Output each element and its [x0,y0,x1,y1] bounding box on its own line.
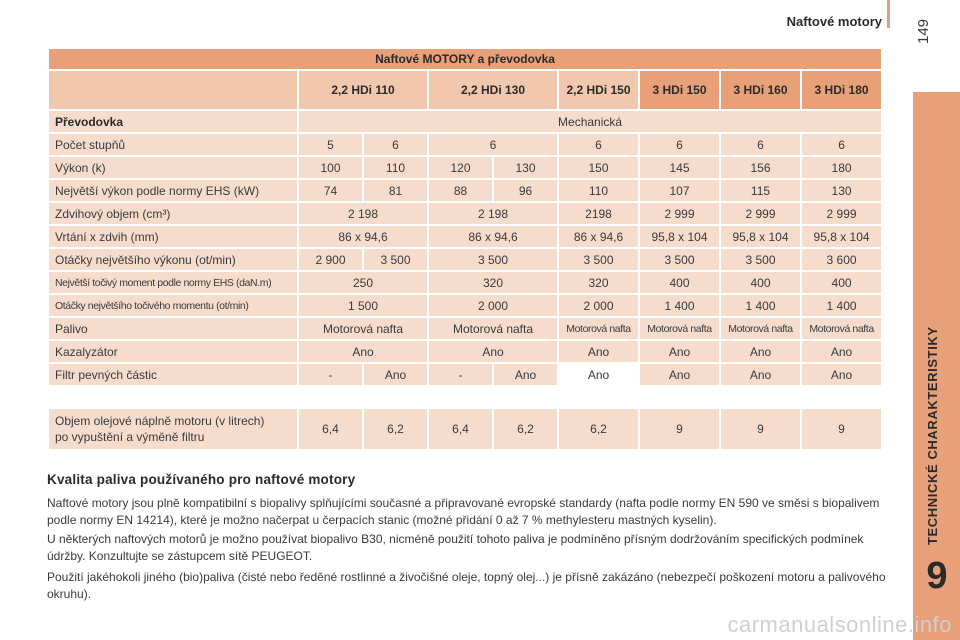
row-label: Počet stupňů [49,134,297,155]
table-cell: 86 x 94,6 [559,226,638,247]
table-cell: 2 198 [429,203,557,224]
engine-header-row [49,71,881,109]
table-cell: 100 [299,157,362,178]
engine-header: 3 HDi 180 [802,71,881,109]
table-cell: 6 [559,134,638,155]
table-cell: Motorová nafta [721,318,800,339]
row-label: Největší točivý moment podle normy EHS (daN.m) [49,272,297,293]
table-row [49,180,881,201]
section-heading: Kvalita paliva používaného pro naftové motory [47,472,356,487]
table-cell: 115 [721,180,800,201]
table-cell: Mechanická [299,111,881,132]
row-label: Otáčky největšího výkonu (ot/min) [49,249,297,270]
row-label: Filtr pevných částic [49,364,297,385]
table-row [49,364,881,385]
table-cell: Motorová nafta [299,318,427,339]
row-label: Kazalyzátor [49,341,297,362]
table-cell: Ano [802,341,881,362]
table-cell: 2 900 [299,249,362,270]
table-cell: 250 [299,272,427,293]
table-cell: 107 [640,180,719,201]
engine-header: 3 HDi 150 [640,71,719,109]
table-cell: 400 [640,272,719,293]
engine-header: 2,2 HDi 110 [299,71,427,109]
row-label: Palivo [49,318,297,339]
engine-spec-table [47,47,883,387]
table-cell: 110 [364,157,427,178]
table-cell: 320 [559,272,638,293]
table-cell: 1 400 [640,295,719,316]
engine-header: 3 HDi 160 [721,71,800,109]
table-cell: 1 400 [802,295,881,316]
table-cell: 6 [802,134,881,155]
table-cell: 180 [802,157,881,178]
table-cell: 6,2 [364,409,427,449]
running-header: Naftové motory [786,14,882,29]
table-title-row [49,49,881,69]
table-cell: Ano [559,341,638,362]
table-cell: 9 [802,409,881,449]
table-row [49,341,881,362]
table-cell: 1 400 [721,295,800,316]
table-cell: 81 [364,180,427,201]
table-row [49,295,881,316]
table-cell: Motorová nafta [429,318,557,339]
row-label: Vrtání x zdvih (mm) [49,226,297,247]
row-label [49,409,297,449]
table-cell: 320 [429,272,557,293]
table-cell: 3 500 [364,249,427,270]
row-label: Největší výkon podle normy EHS (kW) [49,180,297,201]
table-cell: 400 [802,272,881,293]
chapter-number: 9 [926,555,948,597]
table-cell: 3 500 [429,249,557,270]
table-cell: 3 500 [721,249,800,270]
table-cell: 1 500 [299,295,427,316]
table-row [49,409,881,449]
table-row [49,157,881,178]
page-number: 149 [915,18,932,44]
table-cell: Ano [802,364,881,385]
paragraph: Použití jakéhokoli jiného (bio)paliva (čisté nebo ředěné rostlinné a živočišné oleje, topný olej...) je přísně zakázáno (nebezpečí poškození motoru a palivového okruhu). [47,570,886,601]
row-label: Výkon (k) [49,157,297,178]
table-cell: 95,8 x 104 [721,226,800,247]
table-cell: 74 [299,180,362,201]
table-cell: 6,4 [429,409,492,449]
table-row [49,203,881,224]
table-cell: - [299,364,362,385]
table-cell: 95,8 x 104 [640,226,719,247]
oil-label-line2: po vypuštění a výměně filtru [55,430,205,444]
table-cell: 95,8 x 104 [802,226,881,247]
table-row [49,318,881,339]
table-cell: 96 [494,180,557,201]
table-cell: Ano [299,341,427,362]
table-cell: 110 [559,180,638,201]
table-cell: Ano [721,341,800,362]
table-cell: - [429,364,492,385]
table-cell: Motorová nafta [559,318,638,339]
table-cell: 6 [429,134,557,155]
table-cell: 9 [721,409,800,449]
table-cell: 400 [721,272,800,293]
table-cell: Ano [721,364,800,385]
table-cell: 120 [429,157,492,178]
engine-header: 2,2 HDi 130 [429,71,557,109]
table-cell: Ano [640,364,719,385]
table-cell: 6 [640,134,719,155]
table-cell: Ano [640,341,719,362]
table-cell: 6,4 [299,409,362,449]
table-cell: 3 500 [559,249,638,270]
table-cell: 5 [299,134,362,155]
table-cell: Ano [494,364,557,385]
table-row [49,249,881,270]
table-cell: 130 [802,180,881,201]
oil-label-line1: Objem olejové náplně motoru (v litrech) [55,414,265,428]
row-label: Převodovka [49,111,297,132]
table-row [49,111,881,132]
table-cell: 2198 [559,203,638,224]
chapter-title: TECHNICKÉ CHARAKTERISTIKY [925,326,940,545]
oil-capacity-table [47,407,883,451]
table-cell: 2 999 [640,203,719,224]
table-cell: 86 x 94,6 [299,226,427,247]
table-cell: 130 [494,157,557,178]
table-cell: Ano [364,364,427,385]
table-cell: 88 [429,180,492,201]
table-cell: 6 [721,134,800,155]
watermark: carmanualsonline.info [727,612,952,637]
table-cell: Ano [559,364,638,385]
header-rule [887,0,890,28]
table-cell: 2 999 [721,203,800,224]
paragraph: Naftové motory jsou plně kompatibilní s biopalivy splňujícími současné a připravované evropské standardy (nafta podle normy EN 590 ve směsi s biopalivem podle normy EN 14214), které je možno načerpat u čerpacích stanic (možné přidání 0 až 7 % methylesteru mastných kyselin). [47,496,880,527]
engine-header-blank [49,71,297,109]
row-label: Otáčky největšího točivého momentu (ot/min) [49,295,297,316]
table-cell: 150 [559,157,638,178]
table-cell: 9 [640,409,719,449]
engine-header: 2,2 HDi 150 [559,71,638,109]
table-cell: 3 500 [640,249,719,270]
table-row [49,226,881,247]
table-cell: 156 [721,157,800,178]
table-cell: 6,2 [494,409,557,449]
table-title: Naftové MOTORY a převodovka [49,49,881,69]
table-cell: 2 000 [429,295,557,316]
table-cell: 86 x 94,6 [429,226,557,247]
table-cell: Motorová nafta [802,318,881,339]
table-cell: 6 [364,134,427,155]
table-cell: 2 198 [299,203,427,224]
table-cell: 145 [640,157,719,178]
table-cell: 6,2 [559,409,638,449]
table-cell: 2 000 [559,295,638,316]
table-cell: Ano [429,341,557,362]
table-cell: 3 600 [802,249,881,270]
table-cell: 2 999 [802,203,881,224]
table-row [49,134,881,155]
row-label: Zdvihový objem (cm³) [49,203,297,224]
table-row [49,272,881,293]
paragraph: U některých naftových motorů je možno používat biopalivo B30, nicméně použití tohoto paliva je podmíněno přísným dodržováním specifických podmínek údržby. Konzultujte se zástupcem sítě PEUGEOT. [47,532,864,563]
table-cell: Motorová nafta [640,318,719,339]
